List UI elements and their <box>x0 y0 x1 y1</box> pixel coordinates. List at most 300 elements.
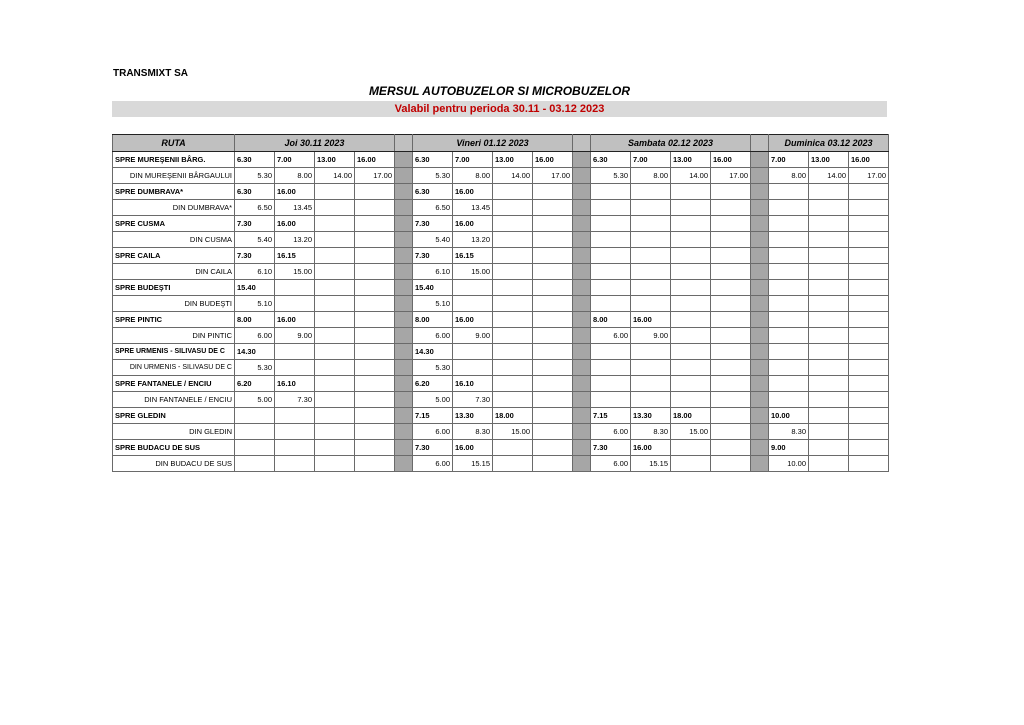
departure-time <box>275 440 315 456</box>
column-separator <box>751 376 769 392</box>
departure-time: 16.00 <box>533 152 573 168</box>
column-separator <box>395 135 413 152</box>
departure-time <box>591 184 631 200</box>
departure-time <box>769 232 809 248</box>
departure-time <box>493 344 533 360</box>
column-separator <box>573 216 591 232</box>
column-separator <box>395 344 413 360</box>
departure-time: 13.45 <box>275 200 315 216</box>
column-separator <box>751 328 769 344</box>
departure-time <box>671 328 711 344</box>
departure-time: 5.30 <box>413 168 453 184</box>
departure-time <box>315 184 355 200</box>
departure-time <box>711 264 751 280</box>
departure-time: 15.15 <box>453 456 493 472</box>
departure-time <box>671 392 711 408</box>
outbound-route-row <box>113 376 889 392</box>
departure-time <box>809 328 849 344</box>
departure-time <box>631 232 671 248</box>
column-separator <box>573 360 591 376</box>
departure-time: 5.00 <box>413 392 453 408</box>
departure-time: 16.00 <box>453 184 493 200</box>
departure-time: 6.10 <box>235 264 275 280</box>
departure-time <box>849 408 889 424</box>
departure-time <box>809 360 849 376</box>
departure-time: 7.30 <box>235 216 275 232</box>
header-row <box>113 135 889 152</box>
departure-time <box>493 440 533 456</box>
departure-time <box>849 232 889 248</box>
column-separator <box>573 184 591 200</box>
column-separator <box>751 168 769 184</box>
departure-time: 8.30 <box>769 424 809 440</box>
departure-time <box>591 376 631 392</box>
departure-time <box>671 184 711 200</box>
departure-time <box>493 360 533 376</box>
departure-time <box>809 312 849 328</box>
return-route-row <box>113 424 889 440</box>
departure-time: 9.00 <box>453 328 493 344</box>
column-separator <box>395 328 413 344</box>
departure-time <box>809 424 849 440</box>
departure-time <box>849 280 889 296</box>
route-name: DIN GLEDIN <box>113 424 235 440</box>
departure-time <box>671 200 711 216</box>
departure-time <box>769 328 809 344</box>
departure-time <box>355 264 395 280</box>
column-separator <box>573 328 591 344</box>
departure-time <box>355 456 395 472</box>
departure-time <box>769 280 809 296</box>
departure-time <box>809 184 849 200</box>
validity-period: Valabil pentru perioda 30.11 - 03.12 2023 <box>112 101 887 117</box>
departure-time: 5.00 <box>235 392 275 408</box>
departure-time <box>235 440 275 456</box>
departure-time: 6.50 <box>413 200 453 216</box>
departure-time <box>533 392 573 408</box>
departure-time: 9.00 <box>275 328 315 344</box>
departure-time <box>533 328 573 344</box>
departure-time <box>809 264 849 280</box>
departure-time: 7.30 <box>413 216 453 232</box>
column-separator <box>573 440 591 456</box>
departure-time <box>315 424 355 440</box>
column-separator <box>573 296 591 312</box>
departure-time <box>631 200 671 216</box>
route-name: DIN BUDACU DE SUS <box>113 456 235 472</box>
departure-time <box>315 296 355 312</box>
departure-time: 8.30 <box>631 424 671 440</box>
departure-time: 17.00 <box>711 168 751 184</box>
departure-time <box>533 184 573 200</box>
departure-time: 17.00 <box>533 168 573 184</box>
departure-time <box>711 424 751 440</box>
column-separator <box>751 408 769 424</box>
return-route-row <box>113 232 889 248</box>
departure-time: 8.00 <box>591 312 631 328</box>
departure-time: 17.00 <box>849 168 889 184</box>
route-name: SPRE MUREŞENII BÂRG. <box>113 152 235 168</box>
outbound-route-row <box>113 312 889 328</box>
route-name: DIN BUDEŞTI <box>113 296 235 312</box>
departure-time <box>355 232 395 248</box>
departure-time: 15.00 <box>493 424 533 440</box>
departure-time <box>493 184 533 200</box>
departure-time <box>671 216 711 232</box>
departure-time <box>849 424 889 440</box>
departure-time <box>631 264 671 280</box>
column-separator <box>395 360 413 376</box>
departure-time: 16.00 <box>275 184 315 200</box>
departure-time: 5.30 <box>235 168 275 184</box>
departure-time: 5.40 <box>413 232 453 248</box>
outbound-route-row <box>113 216 889 232</box>
departure-time: 6.10 <box>413 264 453 280</box>
departure-time: 16.00 <box>849 152 889 168</box>
departure-time <box>355 200 395 216</box>
departure-time: 7.30 <box>453 392 493 408</box>
departure-time <box>711 360 751 376</box>
outbound-route-row <box>113 184 889 200</box>
departure-time <box>849 360 889 376</box>
departure-time <box>493 200 533 216</box>
departure-time <box>493 376 533 392</box>
column-separator <box>573 392 591 408</box>
outbound-route-row <box>113 280 889 296</box>
departure-time <box>711 376 751 392</box>
route-name: SPRE BUDEŞTI <box>113 280 235 296</box>
departure-time: 6.00 <box>591 456 631 472</box>
departure-time: 7.30 <box>413 248 453 264</box>
departure-time <box>711 280 751 296</box>
departure-time <box>591 216 631 232</box>
column-separator <box>395 168 413 184</box>
departure-time: 8.00 <box>631 168 671 184</box>
departure-time <box>631 184 671 200</box>
departure-time <box>711 456 751 472</box>
departure-time: 10.00 <box>769 408 809 424</box>
departure-time <box>671 344 711 360</box>
departure-time: 8.30 <box>453 424 493 440</box>
departure-time <box>355 312 395 328</box>
departure-time <box>631 360 671 376</box>
departure-time: 13.00 <box>809 152 849 168</box>
departure-time <box>769 296 809 312</box>
departure-time <box>711 216 751 232</box>
departure-time: 5.40 <box>235 232 275 248</box>
column-separator <box>395 216 413 232</box>
column-separator <box>751 135 769 152</box>
departure-time: 13.00 <box>315 152 355 168</box>
departure-time <box>631 392 671 408</box>
departure-time: 13.00 <box>671 152 711 168</box>
departure-time <box>493 264 533 280</box>
departure-time <box>493 456 533 472</box>
departure-time: 16.15 <box>453 248 493 264</box>
departure-time: 14.00 <box>671 168 711 184</box>
departure-time: 7.15 <box>591 408 631 424</box>
outbound-route-row <box>113 408 889 424</box>
departure-time <box>769 360 809 376</box>
departure-time: 6.00 <box>413 424 453 440</box>
departure-time: 10.00 <box>769 456 809 472</box>
departure-time: 13.00 <box>493 152 533 168</box>
departure-time <box>533 360 573 376</box>
departure-time: 16.15 <box>275 248 315 264</box>
departure-time: 6.00 <box>413 328 453 344</box>
departure-time <box>711 184 751 200</box>
departure-time <box>849 456 889 472</box>
departure-time <box>493 232 533 248</box>
departure-time <box>769 248 809 264</box>
column-separator <box>751 424 769 440</box>
departure-time <box>849 264 889 280</box>
departure-time <box>533 344 573 360</box>
departure-time <box>591 360 631 376</box>
column-separator <box>573 232 591 248</box>
column-separator <box>395 456 413 472</box>
departure-time <box>809 296 849 312</box>
departure-time <box>533 264 573 280</box>
departure-time <box>631 344 671 360</box>
departure-time: 5.30 <box>591 168 631 184</box>
departure-time <box>275 456 315 472</box>
column-separator <box>395 184 413 200</box>
departure-time <box>235 408 275 424</box>
departure-time <box>315 456 355 472</box>
column-separator <box>395 408 413 424</box>
departure-time <box>315 360 355 376</box>
departure-time <box>671 376 711 392</box>
departure-time <box>769 312 809 328</box>
departure-time <box>711 296 751 312</box>
departure-time <box>493 392 533 408</box>
departure-time <box>769 184 809 200</box>
departure-time: 16.00 <box>355 152 395 168</box>
return-route-row <box>113 168 889 184</box>
departure-time: 7.30 <box>275 392 315 408</box>
departure-time <box>315 328 355 344</box>
route-name: DIN DUMBRAVA* <box>113 200 235 216</box>
departure-time: 5.10 <box>413 296 453 312</box>
company-name: TRANSMIXT SA <box>113 68 188 79</box>
day-header-sunday: Duminica 03.12 2023 <box>769 135 889 152</box>
departure-time <box>591 280 631 296</box>
column-separator <box>751 184 769 200</box>
day-header-thursday: Joi 30.11 2023 <box>235 135 395 152</box>
departure-time <box>809 248 849 264</box>
departure-time <box>315 376 355 392</box>
departure-time <box>769 200 809 216</box>
column-separator <box>395 200 413 216</box>
departure-time <box>493 328 533 344</box>
return-route-row <box>113 456 889 472</box>
departure-time <box>849 392 889 408</box>
departure-time: 15.00 <box>671 424 711 440</box>
departure-time <box>809 440 849 456</box>
departure-time <box>493 296 533 312</box>
departure-time <box>849 328 889 344</box>
column-separator <box>395 424 413 440</box>
departure-time: 6.00 <box>235 328 275 344</box>
return-route-row <box>113 360 889 376</box>
departure-time <box>493 280 533 296</box>
column-separator <box>395 296 413 312</box>
column-separator <box>751 248 769 264</box>
departure-time <box>591 264 631 280</box>
departure-time: 14.30 <box>413 344 453 360</box>
departure-time <box>355 296 395 312</box>
column-separator <box>395 264 413 280</box>
column-separator <box>751 296 769 312</box>
departure-time <box>809 280 849 296</box>
route-name: SPRE FANTANELE / ENCIU <box>113 376 235 392</box>
departure-time <box>533 376 573 392</box>
departure-time: 5.10 <box>235 296 275 312</box>
column-separator <box>751 440 769 456</box>
departure-time: 18.00 <box>671 408 711 424</box>
departure-time <box>849 440 889 456</box>
departure-time <box>355 440 395 456</box>
departure-time <box>631 280 671 296</box>
departure-time <box>315 200 355 216</box>
departure-time <box>533 216 573 232</box>
column-separator <box>751 280 769 296</box>
departure-time: 13.30 <box>453 408 493 424</box>
departure-time <box>453 360 493 376</box>
departure-time: 6.30 <box>591 152 631 168</box>
column-separator <box>751 456 769 472</box>
outbound-route-row <box>113 344 889 360</box>
departure-time <box>235 424 275 440</box>
departure-time <box>591 248 631 264</box>
departure-time: 5.30 <box>413 360 453 376</box>
route-name: SPRE GLEDIN <box>113 408 235 424</box>
departure-time <box>849 344 889 360</box>
return-route-row <box>113 392 889 408</box>
departure-time <box>315 392 355 408</box>
departure-time <box>355 424 395 440</box>
departure-time <box>849 376 889 392</box>
departure-time <box>631 248 671 264</box>
departure-time <box>275 344 315 360</box>
departure-time <box>671 456 711 472</box>
departure-time <box>533 424 573 440</box>
departure-time <box>711 408 751 424</box>
departure-time <box>493 312 533 328</box>
route-name: DIN CUSMA <box>113 232 235 248</box>
column-separator <box>573 312 591 328</box>
column-separator <box>395 232 413 248</box>
route-name: DIN FANTANELE / ENCIU <box>113 392 235 408</box>
departure-time <box>769 264 809 280</box>
departure-time <box>533 200 573 216</box>
departure-time <box>355 248 395 264</box>
column-separator <box>395 392 413 408</box>
column-separator <box>751 216 769 232</box>
departure-time <box>849 216 889 232</box>
departure-time <box>671 312 711 328</box>
column-separator <box>573 280 591 296</box>
departure-time <box>631 376 671 392</box>
departure-time: 7.00 <box>769 152 809 168</box>
column-separator <box>573 456 591 472</box>
page-title: MERSUL AUTOBUZELOR SI MICROBUZELOR <box>368 84 631 98</box>
departure-time <box>533 312 573 328</box>
route-name: DIN CAILA <box>113 264 235 280</box>
departure-time <box>355 328 395 344</box>
departure-time <box>809 392 849 408</box>
departure-time: 6.20 <box>235 376 275 392</box>
departure-time <box>493 216 533 232</box>
departure-time: 8.00 <box>235 312 275 328</box>
departure-time: 14.30 <box>235 344 275 360</box>
departure-time <box>671 280 711 296</box>
departure-time <box>355 216 395 232</box>
departure-time: 15.15 <box>631 456 671 472</box>
route-name: SPRE DUMBRAVA* <box>113 184 235 200</box>
departure-time <box>453 296 493 312</box>
departure-time <box>849 184 889 200</box>
departure-time: 15.40 <box>413 280 453 296</box>
departure-time <box>711 232 751 248</box>
departure-time: 16.00 <box>275 216 315 232</box>
departure-time: 8.00 <box>275 168 315 184</box>
departure-time <box>315 312 355 328</box>
departure-time <box>275 360 315 376</box>
departure-time <box>671 296 711 312</box>
departure-time: 15.00 <box>453 264 493 280</box>
departure-time: 14.00 <box>493 168 533 184</box>
outbound-route-row <box>113 248 889 264</box>
outbound-route-row <box>113 440 889 456</box>
departure-time: 7.30 <box>413 440 453 456</box>
route-name: DIN URMENIS - SILIVASU DE C <box>113 360 235 376</box>
route-name: SPRE PINTIC <box>113 312 235 328</box>
route-name: DIN MUREŞENII BÂRGAULUI <box>113 168 235 184</box>
departure-time <box>809 344 849 360</box>
departure-time <box>315 248 355 264</box>
departure-time: 5.30 <box>235 360 275 376</box>
departure-time: 7.30 <box>235 248 275 264</box>
column-separator <box>395 376 413 392</box>
day-header-saturday: Sambata 02.12 2023 <box>591 135 751 152</box>
return-route-row <box>113 328 889 344</box>
column-separator <box>573 200 591 216</box>
column-separator <box>573 264 591 280</box>
departure-time <box>355 392 395 408</box>
departure-time: 16.00 <box>453 216 493 232</box>
departure-time: 7.30 <box>591 440 631 456</box>
column-separator <box>751 264 769 280</box>
departure-time: 6.20 <box>413 376 453 392</box>
departure-time: 9.00 <box>631 328 671 344</box>
departure-time: 7.00 <box>631 152 671 168</box>
departure-time: 6.30 <box>413 184 453 200</box>
departure-time <box>453 344 493 360</box>
column-separator <box>573 168 591 184</box>
departure-time <box>315 408 355 424</box>
departure-time: 8.00 <box>769 168 809 184</box>
departure-time: 9.00 <box>769 440 809 456</box>
departure-time <box>533 296 573 312</box>
departure-time <box>671 232 711 248</box>
column-separator <box>751 392 769 408</box>
departure-time: 6.30 <box>413 152 453 168</box>
departure-time <box>355 184 395 200</box>
departure-time <box>591 296 631 312</box>
departure-time <box>315 232 355 248</box>
